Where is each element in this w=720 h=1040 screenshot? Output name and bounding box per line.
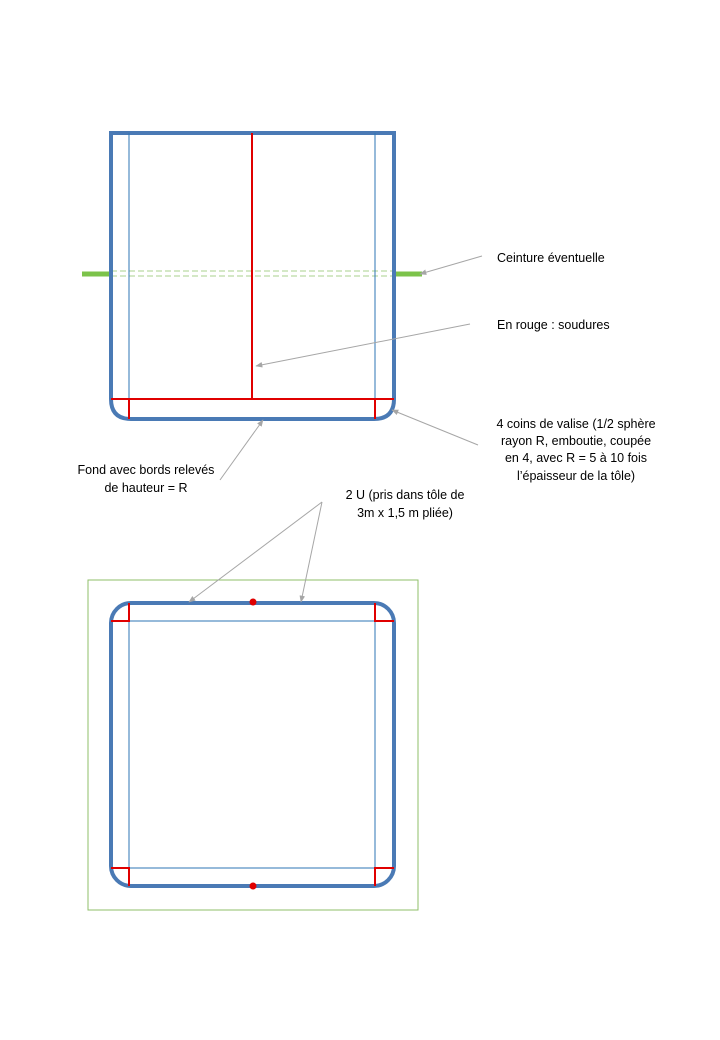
- weld-dot-top: [250, 599, 257, 606]
- label-fond: [78, 463, 215, 495]
- leader-u-right: [301, 502, 322, 602]
- label-ceinture: Ceinture éventuelle: [497, 251, 605, 265]
- label-deux-u-line: 3m x 1,5 m pliée): [357, 506, 453, 520]
- label-deux-u-line: 2 U (pris dans tôle de: [345, 488, 465, 502]
- weld-dot-bottom: [250, 883, 257, 890]
- label-deux-u: [346, 488, 465, 520]
- side-view: [82, 133, 422, 419]
- label-coins-line: en 4, avec R = 5 à 10 fois: [504, 451, 648, 465]
- top-view-outline: [111, 603, 394, 886]
- leader-fond: [220, 420, 263, 480]
- label-fond-line: Fond avec bords relevés: [77, 463, 215, 477]
- corner-welds: [111, 603, 394, 886]
- leader-coins: [392, 410, 478, 445]
- leader-soudures: [256, 324, 470, 366]
- label-soudures: En rouge : soudures: [497, 318, 610, 332]
- leader-u-left: [189, 502, 322, 602]
- label-coins-line: rayon R, emboutie, coupée: [500, 434, 652, 448]
- label-coins-line: 4 coins de valise (1/2 sphère: [496, 417, 656, 431]
- label-coins-line: l’épaisseur de la tôle): [516, 469, 636, 483]
- top-view-frame: [88, 580, 418, 910]
- leader-lines: [189, 256, 482, 602]
- label-coins: [496, 417, 655, 483]
- leader-ceinture: [420, 256, 482, 274]
- top-view-inner: [129, 621, 375, 868]
- top-view: [88, 580, 418, 910]
- label-fond-line: de hauteur = R: [104, 481, 188, 495]
